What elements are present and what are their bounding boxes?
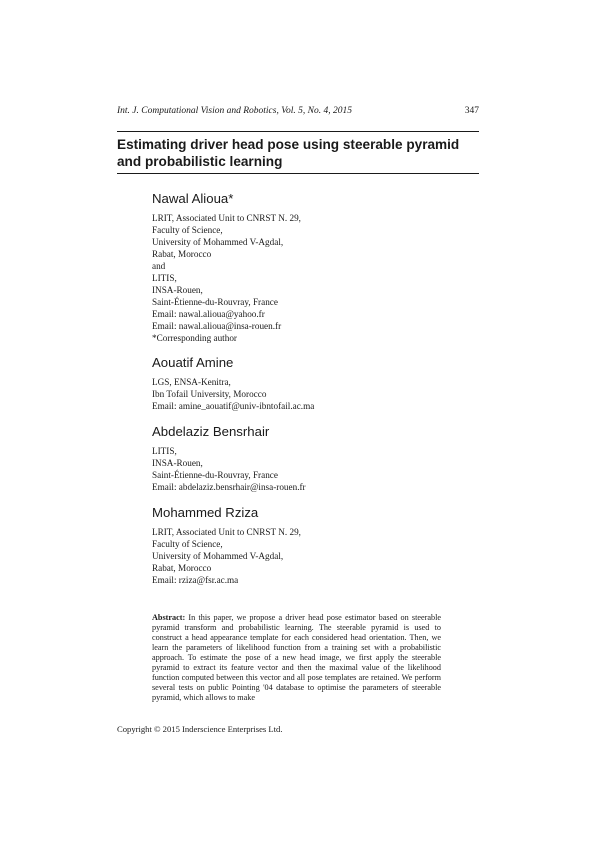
author-block: [152, 424, 452, 494]
author-affiliation-line: Email: amine_aouatif@univ-ibntofail.ac.ma: [152, 401, 315, 412]
author-affiliation-line: Email: rziza@fsr.ac.ma: [152, 574, 239, 585]
author-affiliation-line: Email: nawal.alioua@yahoo.fr: [152, 308, 265, 319]
author-affiliation-line: LITIS,: [152, 446, 177, 457]
author-affiliation-line: Saint-Étienne-du-Rouvray, France: [152, 470, 278, 481]
author-affiliation-line: LITIS,: [152, 272, 177, 283]
author-affiliation-line: University of Mohammed V-Agdal,: [152, 236, 284, 247]
author-affiliation-line: and: [152, 260, 166, 271]
author-affiliation-line: Rabat, Morocco: [152, 563, 212, 574]
author-name: Abdelaziz Bensrhair: [152, 424, 270, 440]
author-affiliation-line: Email: nawal.alioua@insa-rouen.fr: [152, 320, 282, 331]
author-affiliation-line: University of Mohammed V-Agdal,: [152, 551, 284, 562]
author-affiliation-line: LGS, ENSA-Kenitra,: [152, 377, 231, 388]
author-block: [152, 355, 452, 413]
author-block: [152, 191, 452, 344]
copyright-notice: Copyright © 2015 Inderscience Enterprises Ltd.: [117, 724, 283, 734]
author-affiliation-line: Faculty of Science,: [152, 539, 223, 550]
abstract-label: Abstract:: [152, 613, 186, 622]
author-affiliation-line: Ibn Tofail University, Morocco: [152, 389, 267, 400]
author-affiliation-line: Saint-Étienne-du-Rouvray, France: [152, 296, 278, 307]
author-affiliation-line: Email: abdelaziz.bensrhair@insa-rouen.fr: [152, 482, 306, 493]
author-affiliation-line: LRIT, Associated Unit to CNRST N. 29,: [152, 527, 301, 538]
running-header: [117, 106, 479, 120]
author-block: [152, 505, 452, 587]
author-list: [152, 191, 452, 598]
author-affiliation-line: *Corresponding author: [152, 332, 237, 343]
author-name: Mohammed Rziza: [152, 505, 259, 521]
journal-citation: Int. J. Computational Vision and Robotics, Vol. 5, No. 4, 2015: [117, 106, 352, 116]
author-name: Aouatif Amine: [152, 355, 234, 371]
author-name: Nawal Alioua*: [152, 191, 234, 206]
author-affiliation-line: INSA-Rouen,: [152, 284, 203, 295]
paper-title: Estimating driver head pose using steerable pyramid and probabilistic learning: [117, 137, 460, 169]
abstract-text: In this paper, we propose a driver head pose estimator based on steerable pyramid transform and probabilistic learning. The steerable pyramid is used to construct a head appearance template for each considered head orientation. Then, we learn the parameters of likelihood function from a training set with a probabilistic approach. To estimate the pose of a new head image, we first apply the steerable pyramid to extract its feature vector and then the maximal value of the likelihood function computed between this vector and all pose templates are retained. We perform several tests on public Pointing '04 database to optimise the parameters of steerable pyramid, which allows to make: [152, 613, 441, 703]
author-affiliation-line: INSA-Rouen,: [152, 458, 203, 469]
author-affiliation-line: Rabat, Morocco: [152, 248, 212, 259]
author-affiliation-line: LRIT, Associated Unit to CNRST N. 29,: [152, 213, 301, 223]
abstract: [152, 613, 441, 703]
author-affiliation-line: Faculty of Science,: [152, 224, 223, 235]
title-rule-top: [117, 131, 479, 132]
title-rule-bottom: [117, 173, 479, 174]
page-number: 347: [464, 106, 479, 116]
